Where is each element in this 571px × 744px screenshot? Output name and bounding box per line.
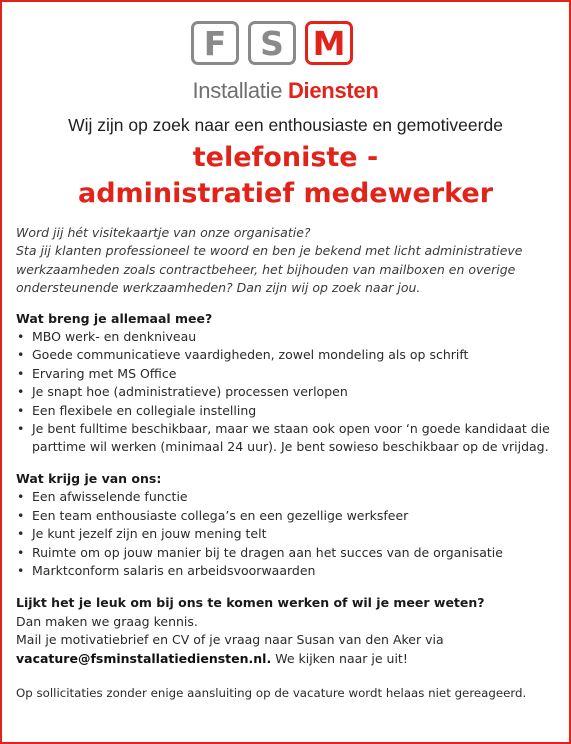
logo-letter-m: M [305,21,353,65]
list-item: • MBO werk- en denkniveau [16,328,556,346]
fsm-logo [191,21,353,65]
list-item: • Een flexibele en collegiale instelling [16,402,556,420]
cta-line1: Dan maken we graag kennis. [16,613,198,629]
job-title-line1: telefoniste - [192,142,379,173]
cta-line2: Mail je motivatiebrief en CV of je vraag naar Susan van den Aker via [16,632,444,648]
bring-heading: Wat breng je allemaal mee? [16,310,213,326]
brand-name [0,78,571,104]
job-title-line2: administratief medewerker [77,178,494,209]
brand-name-part1: Installatie [192,78,283,103]
teaser-question: Word jij hét visitekaartje van onze organisatie? [16,225,311,240]
list-item: • Goede communicatieve vaardigheden, zowel mondeling als op schrift [16,346,556,364]
intro-line: Wij zijn op zoek naar een enthousiaste en gemotiveerde [68,115,503,135]
logo-letter-s: S [248,21,296,65]
list-item: • Een team enthousiaste collega’s en een gezellige werksfeer [16,507,556,525]
list-item: • Ervaring met MS Office [16,365,556,383]
email-link[interactable]: vacature@fsminstallatiediensten.nl. [16,650,272,666]
get-heading: Wat krijg je van ons: [16,470,162,486]
cta-closing: We kijken naar je uit! [271,650,408,666]
list-item: • Je kunt jezelf zijn en jouw mening telt [16,525,556,543]
list-item: • Je snapt hoe (administratieve) processen verlopen [16,383,556,401]
brand-name-part2: Diensten [287,78,379,103]
job-title [0,140,571,212]
cta-heading: Lijkt het je leuk om bij ons te komen werken of wil je meer weten? [16,595,485,611]
bring-list [16,328,556,457]
get-list [16,488,556,580]
list-item: • Je bent fulltime beschikbaar, maar we staan ook open voor ‘n goede kandidaat die parttime wil werken (minimaal 24 uur). Je bent sowieso beschikbaar op de vrijdag. [16,420,556,457]
list-item: • Een afwisselende functie [16,488,556,506]
list-item: • Marktconform salaris en arbeidsvoorwaarden [16,562,556,580]
teaser-text: Sta jij klanten professioneel te woord en ben je bekend met licht administratieve werkzaamheden zoals contractbeheer, het bijhouden van mailboxen en overige ondersteunende werkzaamheden? Dan zijn wij op zoek naar jou. [16,243,523,296]
list-item: • Ruimte om op jouw manier bij te dragen aan het succes van de organisatie [16,544,556,562]
ad-body [16,224,556,702]
logo-letter-f: F [191,21,239,65]
teaser [16,224,556,298]
footer-note: Op sollicitaties zonder enige aansluiting op de vacature wordt helaas niet gereageerd. [16,685,527,700]
cta-email-line [16,650,556,668]
